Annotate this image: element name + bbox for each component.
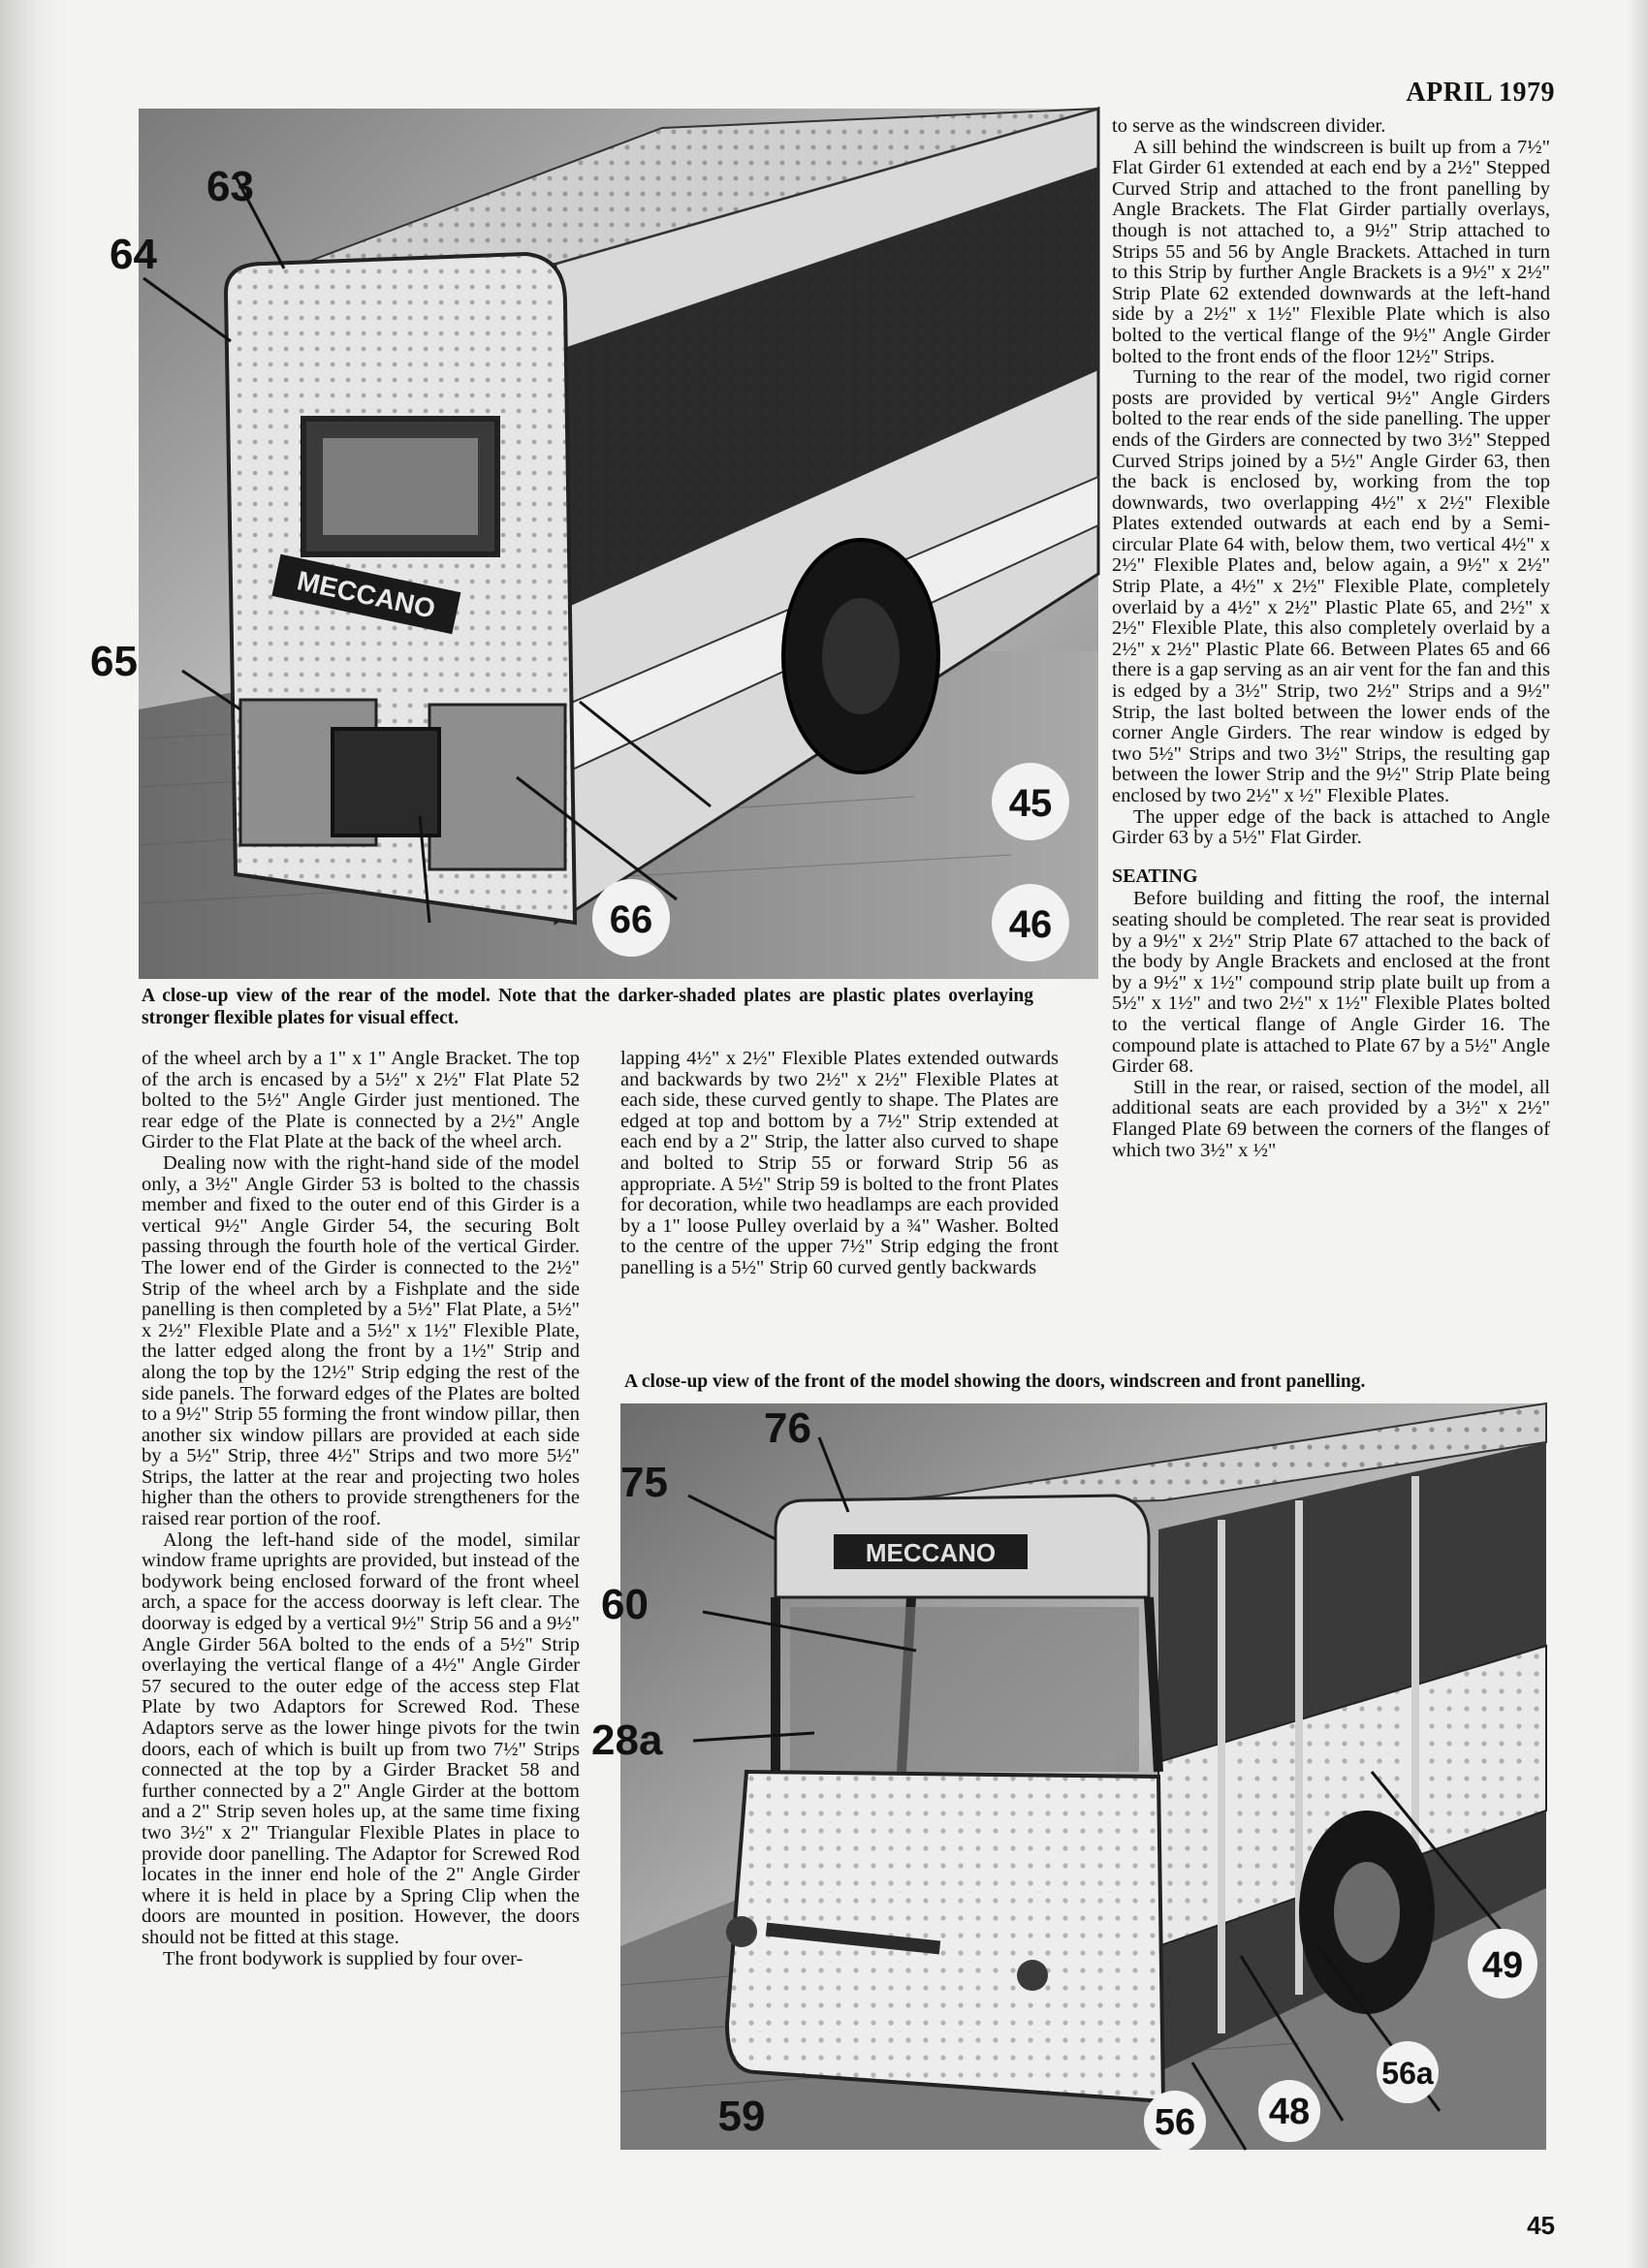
- callout-65: 65: [90, 638, 138, 685]
- callout-28a: 28a: [591, 1717, 663, 1764]
- front-photo-illustration: [591, 1403, 1546, 2150]
- left-column: [142, 1049, 580, 2229]
- paragraph: A sill behind the windscreen is built up from a 7½" Flat Girder 61 extended at each end by a 2½" Stepped Curved Strip and attached to the front panelling by Angle Brackets. The Flat Girder partially overlays, though is not attached to, a 9½" Strip attached to Strips 55 and 56 by Angle Brackets. Attached in turn to this Strip by further Angle Brackets is a 9½" x 2½" Strip Plate 62 extended downwards at the left-hand side by a 2½" x 1½" Flexible Plate which is also bolted to the vertical flange of the 9½" Angle Girder bolted to the front ends of the floor 12½" Strips.: [1112, 136, 1550, 367]
- rear-view-caption: A close-up view of the rear of the model. Note that the darker-shaded plates are plastic plates overlaying stronger flexible plates for visual effect.: [142, 986, 1033, 1028]
- paragraph: The upper edge of the back is attached to Angle Girder 63 by a 5½" Flat Girder.: [1112, 805, 1550, 849]
- callout-64: 64: [110, 231, 157, 278]
- section-heading: SEATING: [1112, 865, 1198, 887]
- paragraph: Before building and fitting the roof, the internal seating should be completed. The rear seat is provided by a 9½" x 2½" Strip Plate 67 attached to the back of the body by Angle Brackets and enclosed at the front by a 9½" x 1½" compound strip plate built up from a 5½" x 1½" and two 2½" x 1½" Flexible Plates bolted to the vertical flange of Angle Girder 16. The compound plate is attached to Plate 67 by a 5½" Angle Girder 68.: [1112, 888, 1550, 1078]
- callout-56a: 56a: [1381, 2056, 1434, 2091]
- paragraph: to serve as the windscreen divider.: [1112, 115, 1386, 137]
- rear-photo-illustration: [90, 109, 1098, 979]
- paragraph: Turning to the rear of the model, two rigid corner posts are provided by vertical 9½" Angle Girders bolted to the rear ends of the side panelling. The upper ends of the Girders are connected by two 3½" Stepped Curved Strips joined by a 5½" Angle Girder 63, then the back is enclosed by, working from the top downwards, two overlapping 4½" x 2½" Flexible Plates extended outwards at each end by a Semi-circular Plate 64 with, below them, two vertical 4½" x 2½" Flexible Plates and, below again, a 9½" x 2½" Strip Plate, a 4½" x 2½" Flexible Plate, completely overlaid by a 4½" x 2½" Plastic Plate 65, and 2½" x 2½" Flexible Plate, this also completely overlaid by a 2½" x 2½" Plastic Plate 66. Between Plates 65 and 66 there is a gap serving as an air vent for the fan and this is edged by a 3½" Strip, two 2½" Strips and a 9½" Strip, the last bolted between the lower ends of the corner Angle Girders. The rear window is edged by two 5½" Strips and two 3½" Strips, the resulting gap between the lower Strip and the 9½" Strip Plate being enclosed by two 2½" x ½" Flexible Plates.: [1112, 366, 1550, 806]
- callout-66: 66: [609, 898, 653, 941]
- paragraph: Along the left-hand side of the model, similar window frame uprights are provided, but instead of the bodywork being enclosed forward of the front wheel arch, a space for the access doorway is left clear. The doorway is edged by a vertical 9½" Strip 56 and a 9½" Angle Girder 56A bolted to the ends of a 5½" Strip overlaying the vertical flange of a 4½" Angle Girder 57 secured to the outer edge of the access step Flat Plate by two Adaptors for Screwed Rod. These Adaptors serve as the lower hinge pivots for the twin doors, each of which is built up from two 7½" Strips connected at the top by a Girder Bracket 58 and further connected by a 2" Angle Girder at the bottom and a 2" Strip seven holes up, at the same time fixing two 3½" x 2" Triangular Flexible Plates in place to provide door panelling. The Adaptor for Screwed Rod locates in the inner end hole of the 2" Angle Girder where it is held in place by a Spring Clip when the doors are mounted in position. However, the doors should not be fitted at this stage.: [142, 1528, 580, 1948]
- callout-56: 56: [1154, 2102, 1196, 2143]
- callout-46: 46: [1008, 903, 1053, 946]
- front-view-caption: A close-up view of the front of the model showing the doors, windscreen and front panelling.: [624, 1371, 1366, 1392]
- issue-date: APRIL 1979: [1406, 78, 1555, 108]
- callout-49: 49: [1481, 1945, 1524, 1986]
- binding-shadow: [0, 0, 68, 2268]
- callout-60: 60: [601, 1581, 649, 1628]
- paragraph: of the wheel arch by a 1" x 1" Angle Bracket. The top of the arch is encased by a 5½" x 2½" Flat Plate 52 bolted to the 5½" Angle Girder just mentioned. The rear edge of the Plate is connected by a 2½" Angle Girder to the Flat Plate at the back of the wheel arch.: [142, 1048, 580, 1153]
- page-number: 45: [1527, 2211, 1555, 2240]
- paragraph: The front bodywork is supplied by four over-: [163, 1947, 523, 1969]
- callout-63: 63: [206, 163, 254, 210]
- middle-column: [620, 1049, 1059, 1339]
- page-edge-shadow: [1627, 0, 1648, 2268]
- right-column-top: [1112, 116, 1550, 1347]
- callout-76: 76: [764, 1404, 811, 1452]
- paragraph: Dealing now with the right-hand side of the model only, a 3½" Angle Girder 53 is bolted to the chassis member and fixed to the outer end of this Girder is a vertical 9½" Angle Girder 54, the securing Bolt passing through the fourth hole of the vertical Girder. The lower end of the Girder is connected to the 2½" Strip of the wheel arch by a Fishplate and the side panelling is then completed by a 5½" Flat Plate, a 5½" x 2½" Flexible Plate and a 5½" x 1½" Flexible Plate, the latter edged along the front by a 1½" Strip and along the top by the 12½" Strip edging the rest of the side panels. The forward edges of the Plates are bolted to a 9½" Strip 55 forming the front window pillar, then another six window pillars are provided at each side by a 5½" Strip, three 4½" Strips and two more 5½" Strips, the latter at the rear and projecting two holes higher than the others to provide strengtheners for the raised rear portion of the roof.: [142, 1151, 580, 1530]
- front-meccano-plate: MECCANO: [865, 1538, 997, 1567]
- paragraph: lapping 4½" x 2½" Flexible Plates extended outwards and backwards by two 2½" x 2½" Flexible Plates at each side, these curved gently to shape. The Plates are edged at top and bottom by a 7½" Strip extended at each end by a 2" Strip, the latter also curved to shape and bolted to Strip 55 or forward Strip 56 as appropriate. A 5½" Strip 59 is bolted to the front Plates for decoration, while two headlamps are each provided by a 1" loose Pulley overlaid by a ¾" Washer. Bolted to the centre of the upper 7½" Strip edging the front panelling is a 5½" Strip 60 curved gently backwards: [620, 1048, 1059, 1278]
- rear-view-photo: [90, 109, 1098, 979]
- paragraph: Still in the rear, or raised, section of the model, all additional seats are each provided by a 3½" x 2½" Flanged Plate 69 between the corners of the flanges of which two 3½" x ½": [1112, 1076, 1550, 1161]
- callout-45: 45: [1008, 782, 1053, 825]
- callout-48: 48: [1268, 2092, 1311, 2132]
- rear-meccano-plate: MECCANO: [294, 565, 438, 624]
- callout-75: 75: [620, 1459, 668, 1506]
- front-view-photo: [591, 1403, 1546, 2150]
- callout-59: 59: [717, 2093, 766, 2140]
